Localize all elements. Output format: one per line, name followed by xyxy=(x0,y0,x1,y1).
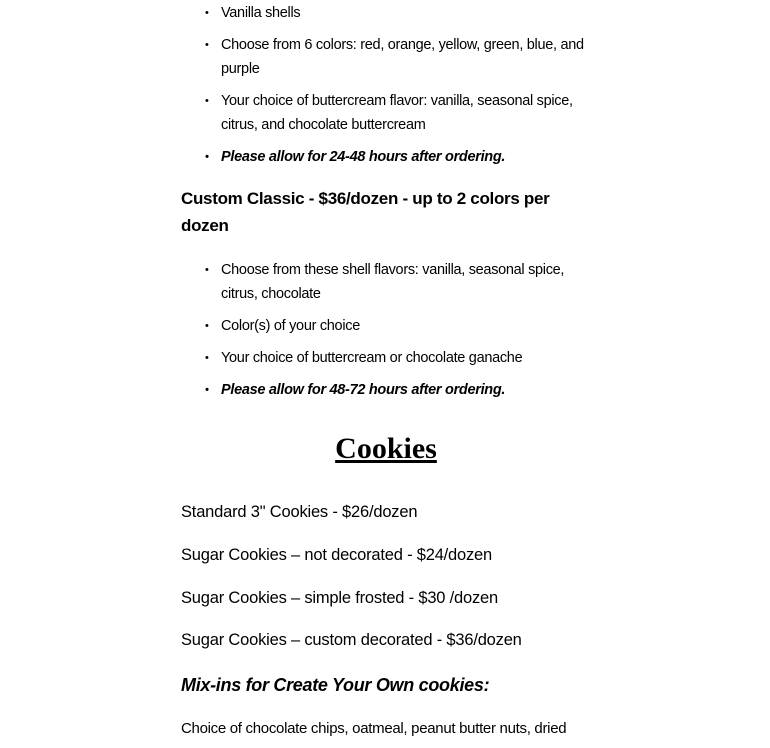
macaron-options-list xyxy=(181,1,591,177)
cookie-price: Standard 3" Cookies - $26/dozen xyxy=(181,503,418,521)
list-item: • Choose from these shell flavors: vanilla, seasonal spice, citrus, chocolate xyxy=(181,258,591,306)
custom-classic-heading: Custom Classic - $36/dozen - up to 2 colors per dozen xyxy=(181,189,550,235)
cookie-price: Sugar Cookies – simple frosted - $30 /dozen xyxy=(181,589,498,607)
mixins-text: Choice of chocolate chips, oatmeal, peanut butter nuts, dried xyxy=(181,720,567,737)
cookies-heading: Cookies xyxy=(335,432,437,465)
cookie-price: Sugar Cookies – not decorated - $24/dozen xyxy=(181,546,493,564)
cookie-price: Sugar Cookies – custom decorated - $36/dozen xyxy=(181,631,522,649)
list-item: • Choose from 6 colors: red, orange, yellow, green, blue, and purple xyxy=(181,33,591,81)
list-item-notice: • Please allow for 48-72 hours after ordering. xyxy=(181,378,591,402)
list-item: • Your choice of buttercream or chocolate ganache xyxy=(181,346,591,370)
list-item-notice: • Please allow for 24-48 hours after ordering. xyxy=(181,145,591,169)
list-item: • Color(s) of your choice xyxy=(181,314,591,338)
list-item: • Vanilla shells xyxy=(181,1,591,25)
mixins-heading: Mix-ins for Create Your Own cookies: xyxy=(181,675,490,695)
custom-classic-list xyxy=(181,258,591,410)
list-item: • Your choice of buttercream flavor: vanilla, seasonal spice, citrus, and chocolate buttercream xyxy=(181,89,591,137)
